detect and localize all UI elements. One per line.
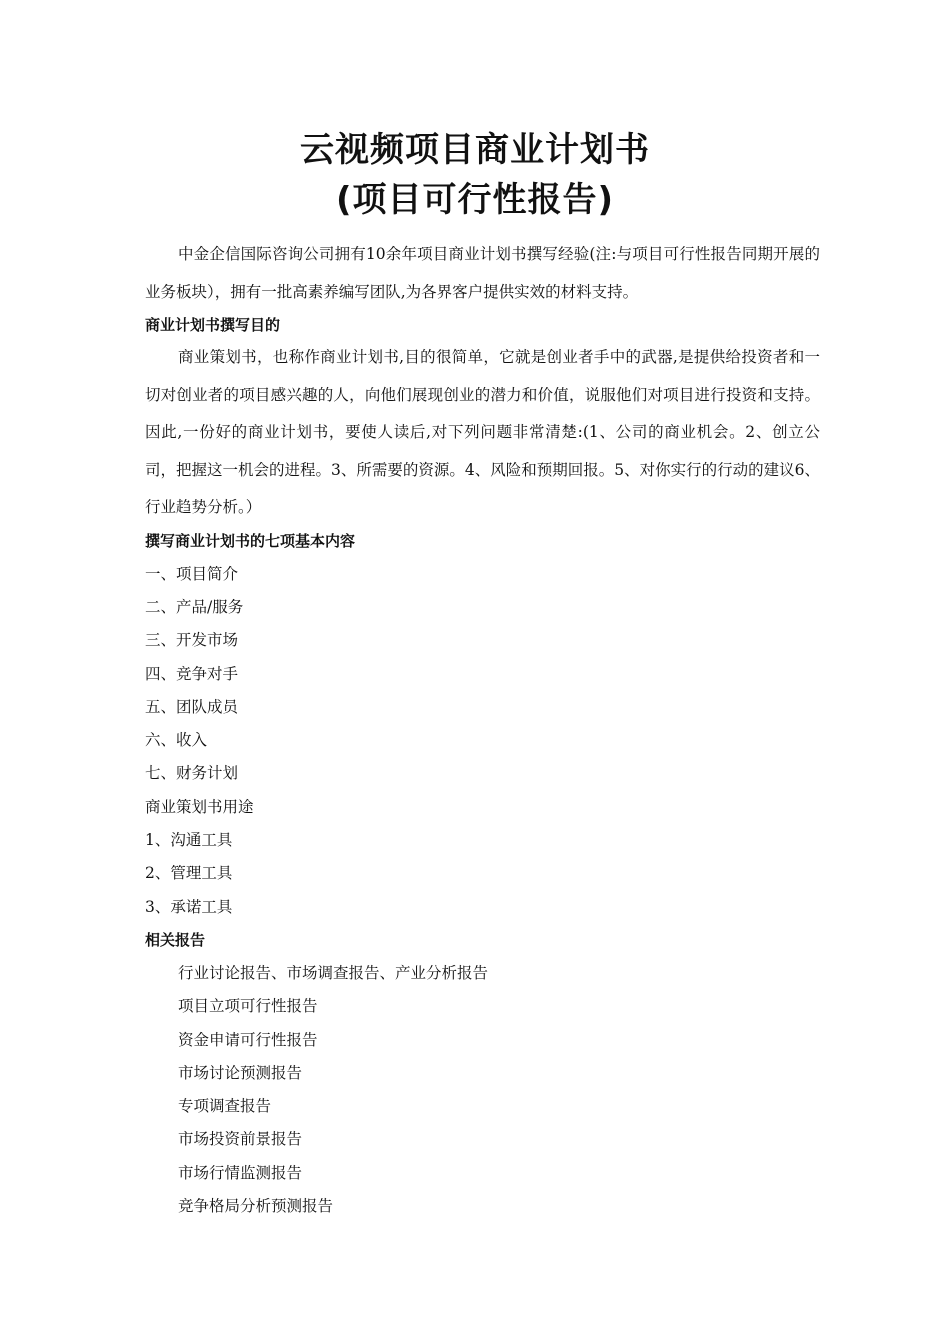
related-heading: 相关报告: [145, 931, 206, 949]
contents-item: 二、产品/服务: [145, 598, 244, 616]
uses-item: 1、沟通工具: [145, 831, 233, 849]
contents-item: 一、项目简介: [145, 565, 239, 583]
contents-heading: 撰写商业计划书的七项基本内容: [145, 532, 356, 550]
purpose-paragraph: 商业策划书，也称作商业计划书,目的很简单，它就是创业者手中的武器,是提供给投资者和一切对创业者的项目感兴趣的人，向他们展现创业的潜力和价值，说服他们对项目进行投资和支持。因此,一份好的商业计划书，要使人读后,对下列问题非常清楚:(1、公司的商业机会。2、创立公司，把握这一机会的进程。3、所需要的资源。4、风险和预期回报。5、对你实行的行动的建议6、行业趋势分析。）: [145, 348, 820, 516]
contents-item: 七、财务计划: [145, 764, 239, 782]
related-item: 行业讨论报告、市场调查报告、产业分析报告: [178, 964, 489, 982]
uses-item: 3、承诺工具: [145, 898, 233, 916]
related-item: 专项调查报告: [178, 1097, 272, 1115]
intro-paragraph: 中金企信国际咨询公司拥有10余年项目商业计划书撰写经验(注:与项目可行性报告同期开展的业务板块），拥有一批高素养编写团队,为各界客户提供实效的材料支持。: [145, 245, 820, 301]
related-item: 市场投资前景报告: [178, 1130, 303, 1148]
related-item: 资金申请可行性报告: [178, 1031, 318, 1049]
related-item: 市场行情监测报告: [178, 1164, 303, 1182]
contents-item: 五、团队成员: [145, 698, 239, 716]
related-item: 竞争格局分析预测报告: [178, 1197, 334, 1215]
contents-item: 三、开发市场: [145, 631, 239, 649]
related-item: 项目立项可行性报告: [178, 997, 318, 1015]
document-subtitle: (项目可行性报告): [335, 180, 615, 220]
uses-heading: 商业策划书用途: [145, 798, 254, 816]
contents-item: 四、竞争对手: [145, 665, 239, 683]
related-item: 市场讨论预测报告: [178, 1064, 303, 1082]
purpose-heading: 商业计划书撰写目的: [145, 316, 281, 334]
contents-item: 六、收入: [145, 731, 208, 749]
uses-item: 2、管理工具: [145, 864, 233, 882]
document-title: 云视频项目商业计划书: [300, 130, 650, 170]
